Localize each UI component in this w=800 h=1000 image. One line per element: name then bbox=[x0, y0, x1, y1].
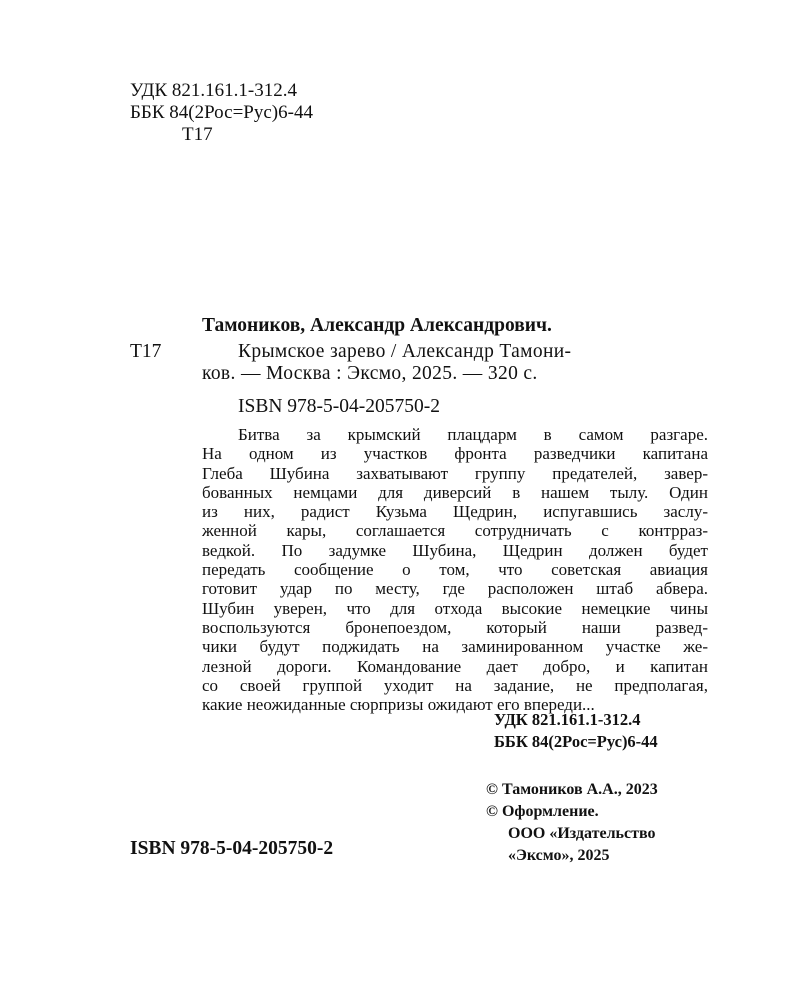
author-mark: Т17 bbox=[182, 124, 213, 145]
annotation-line: передать сообщение о том, что советская авиация bbox=[202, 560, 708, 580]
bbk-code-bottom: ББК 84(2Рос=Рус)6-44 bbox=[494, 732, 658, 751]
annotation-line: готовит удар по месту, где расположен штаб абвера. bbox=[202, 579, 708, 599]
copyright-publisher: ООО «Издательство bbox=[508, 825, 656, 842]
annotation-line: Битва за крымский плацдарм в самом разгаре. bbox=[238, 425, 708, 444]
annotation-line: лезной дороги. Командование дает добро, и капитан bbox=[202, 656, 708, 676]
annotation-line: из них, радист Кузьма Щедрин, испугавшись заслу- bbox=[202, 502, 708, 522]
title-line-2: ков. — Москва : Эксмо, 2025. — 320 с. bbox=[202, 363, 538, 384]
isbn-bottom: ISBN 978-5-04-205750-2 bbox=[130, 838, 334, 859]
classification-block-top bbox=[130, 80, 313, 146]
annotation-line: со своей группой уходит на задание, не предполагая, bbox=[202, 675, 708, 695]
annotation-line: бованных немцами для диверсий в нашем тылу. Один bbox=[202, 482, 708, 502]
annotation-line: Шубин уверен, что для отхода высокие немецкие чины bbox=[202, 598, 708, 618]
author-mark-record: Т17 bbox=[130, 341, 162, 362]
author-name: Тамоников, Александр Александрович. bbox=[202, 315, 552, 336]
annotation-line: женной кары, соглашается сотрудничать с контрраз- bbox=[202, 521, 708, 541]
copyright-design: © Оформление. bbox=[486, 803, 599, 820]
copyright-block bbox=[486, 779, 658, 867]
copyright-author: © Тамоников А.А., 2023 bbox=[486, 781, 658, 798]
annotation-line: На одном из участков фронта разведчики капитана bbox=[202, 444, 708, 464]
annotation-line: какие неожиданные сюрпризы ожидают его впереди... bbox=[202, 695, 595, 715]
udk-code: УДК 821.161.1-312.4 bbox=[130, 80, 297, 101]
classification-block-bottom bbox=[494, 709, 658, 753]
annotation-line: Глеба Шубина захватывают группу предателей, завер- bbox=[202, 463, 708, 483]
annotation-line: воспользуются бронепоездом, который наши развед- bbox=[202, 617, 708, 637]
isbn-record: ISBN 978-5-04-205750-2 bbox=[238, 396, 441, 417]
annotation-line: ведкой. По задумке Шубина, Щедрин должен будет bbox=[202, 540, 708, 560]
copyright-publisher-year: «Эксмо», 2025 bbox=[508, 847, 610, 864]
annotation-paragraph bbox=[202, 425, 708, 714]
bbk-code: ББК 84(2Рос=Рус)6-44 bbox=[130, 102, 313, 123]
annotation-line: чики будут поджидать на заминированном участке же- bbox=[202, 637, 708, 657]
title-line-1: Крымское зарево / Александр Тамони- bbox=[238, 341, 572, 362]
udk-code-bottom: УДК 821.161.1-312.4 bbox=[494, 710, 641, 729]
